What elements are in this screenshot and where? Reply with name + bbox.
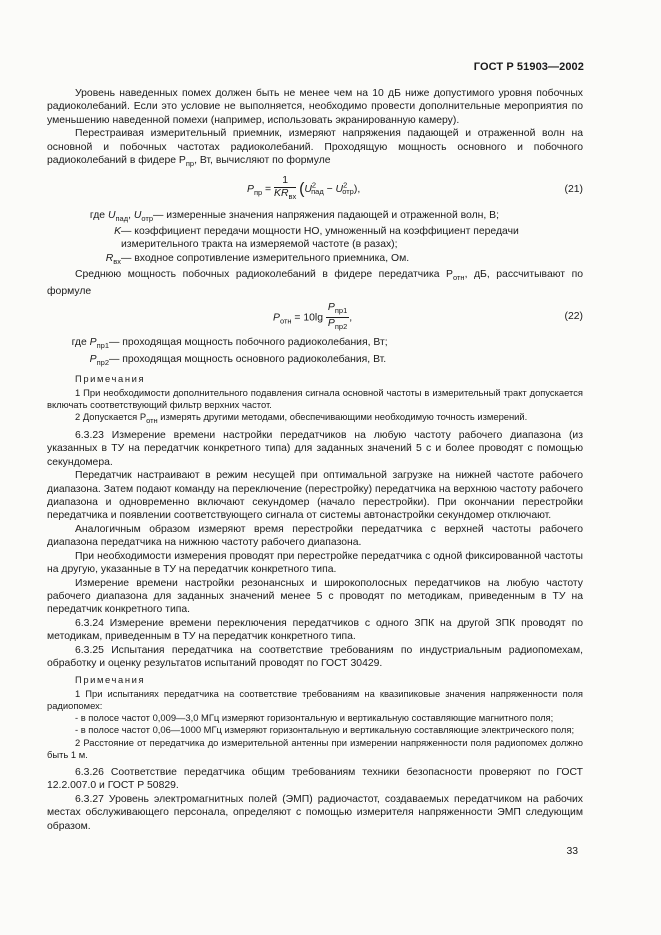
note-item: 1 При испытаниях передатчика на соответствие требованиям на квазипиковые значения напряженности поля радиопомех: — [47, 687, 583, 711]
paragraph: Передатчик настраивают в режим несущей при оптимальной загрузке на нижней частоте рабочего диапазона. Затем подают команду на переключение (перестройку) передатчика на верхнюю частоту рабочего диапазона и одновременно включают секундомер (начало перестройки). При окончании перестройки передатчика и появлении соответствующего сигнала от системы автонастройки секундомер отключают. — [47, 470, 583, 522]
page-number: 33 — [566, 846, 578, 857]
note-item: - в полосе частот 0,06—1000 МГц измеряют горизонтальную и вертикальную составляющие электрического поля; — [75, 724, 575, 736]
document-header: ГОСТ Р 51903—2002 — [473, 61, 584, 73]
formula-number: (21) — [564, 183, 583, 195]
note-item: 1 При необходимости дополнительного подавления сигнала основной частоты в измерительный тракт допускается включать соответствующий фильтр верхних частот. — [47, 386, 583, 410]
paragraph: Аналогичным образом измеряют время перестройки передатчика с верхней частоты рабочего диапазона передатчика на нижнюю частоту рабочего диапазона. — [47, 523, 583, 549]
formula-number: (22) — [564, 311, 583, 323]
section-6-3-26: 6.3.26 Соответствие передатчика общим требованиям техники безопасности проверяют по ГОСТ 12.2.007.0 и ГОСТ Р 50829. — [47, 766, 583, 792]
legend-formula-22: где $P_{пр1}$ — проходящая мощность побочного радиоколебания, Вт; $P_{пр2}$ — проходящая мощность основного радиоколебания, Вт. — [71, 337, 388, 367]
formula-22: $P_{отн} = 10\lg$ $\frac{P_{пр1}}{P_{пр2}}$ , (22) — [273, 302, 583, 332]
paragraph-average-power: Среднюю мощность побочных радиоколебаний в фидере передатчика $P_{отн}$, дБ, рассчитывают по формуле — [47, 269, 583, 297]
paragraph: Измерение времени настройки резонансных и широкополосных передатчиков на любую частоту рабочего диапазона для заданных значений менее 5 с проводят по методикам, приведенным в ТУ на передатчик конкретного типа. — [47, 577, 583, 616]
paragraph-interference: Уровень наведенных помех должен быть не менее чем на 10 дБ ниже допустимого уровня побочных радиоколебаний. Если это условие не выполняется, необходимо провести дополнительные мероприятия по уменьшению наведенной помехи (например, использовать экранированную камеру). — [47, 88, 583, 126]
section-6-3-27: 6.3.27 Уровень электромагнитных полей (ЭМП) радиочастот, создаваемых передатчиком на рабочих местах обслуживающего персонала, определяют с помощью измерителя напряженности ЭМП следующим образом. — [47, 793, 583, 832]
fraction: $\frac{1}{KR_{вх}}$ — [274, 174, 297, 201]
notes-heading: Примечания — [75, 373, 146, 385]
open-paren: ( — [299, 179, 305, 197]
paragraph-power-intro: Перестраивая измерительный приемник, измеряют напряжения падающей и отраженной волн на основной и побочных частотах радиоколебаний. Проходящую мощность основного и побочного радиоколебаний в фидере $Р_{пр}$, Вт, вычисляют по формуле — [47, 128, 583, 169]
paragraph: При необходимости измерения проводят при перестройке передатчика с одной фиксированной частоты на другую, указанные в ТУ на передатчик конкретного типа. — [47, 550, 583, 576]
section-6-3-23: 6.3.23 Измерение времени настройки передатчиков на любую частоту рабочего диапазона (из указанных в ТУ на передатчик конкретного типа) для заданных значений 5 с и более проводят с помощью секундомера. — [47, 430, 583, 468]
note-item: 2 Расстояние от передатчика до измерительной антенны при измерении напряженности поля радиопомех должно быть 1 м. — [47, 736, 583, 760]
notes-heading: Примечания — [75, 674, 146, 686]
formula-21: $P_{пр}$ = $\frac{1}{KR_{вх}}$ $(U^2_{пад} - U^2_{отр})$, (21) — [247, 174, 583, 201]
note-item: 2 Допускается $P_{отн}$ измерять другими методами, обеспечивающими необходимую точность измерений. — [75, 410, 528, 425]
note-item: - в полосе частот 0,009—3,0 МГц измеряют горизонтальную и вертикальную составляющие магнитного поля; — [75, 712, 554, 724]
section-6-3-24: 6.3.24 Измерение времени переключения передатчиков с одного ЗПК на другой ЗПК проводят по методикам, приведенным в ТУ на передатчик конкретного типа. — [47, 617, 583, 643]
legend-formula-21: где $U_{пад}$, $U_{отр}$ — измеренные значения напряжения падающей и отраженной волн, В; K — коэффициент передачи мощности НО, умноженный на коэффициент передачи измерительного тракта на измеряемой частоте (в разах); $R_{вх}$ — входное сопротивление измерительного приемника, Ом. — [89, 209, 519, 266]
fraction: $\frac{P_{пр1}}{P_{пр2}}$ — [327, 302, 348, 332]
document-body — [47, 87, 583, 833]
section-6-3-25: 6.3.25 Испытания передатчика на соответствие требованиям по индустриальным радиопомехам, обработку и оценку результатов испытаний проводят по ГОСТ 30429. — [47, 644, 583, 669]
